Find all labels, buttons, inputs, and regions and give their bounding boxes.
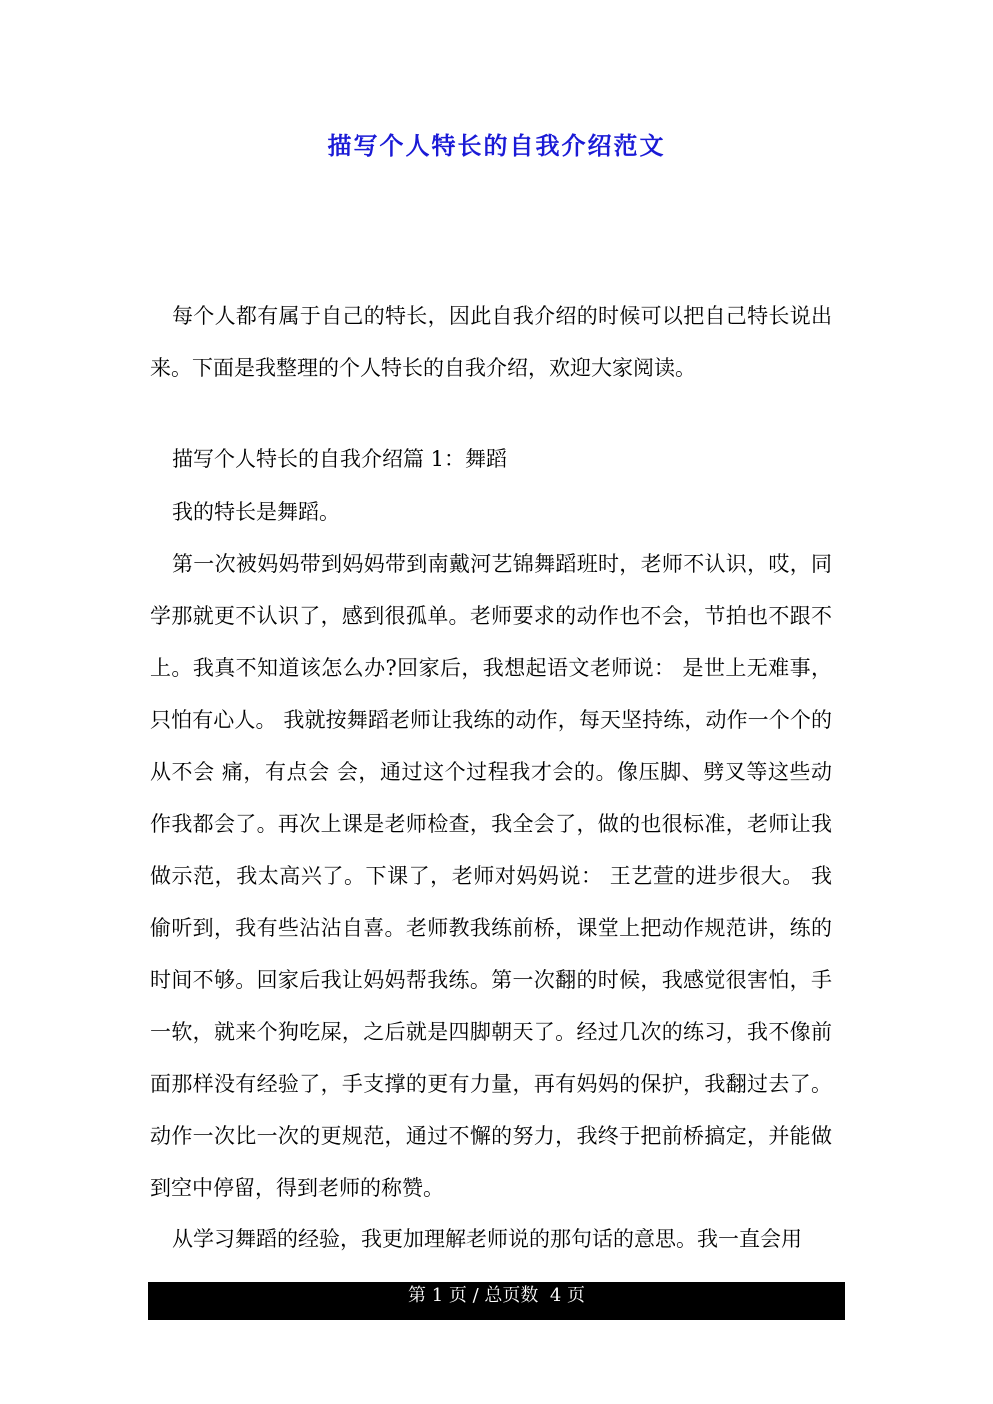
body-paragraph: 从学习舞蹈的经验，我更加理解老师说的那句话的意思。我一直会用 bbox=[172, 1227, 802, 1251]
body-paragraph: 第一次被妈妈带到妈妈带到南戴河艺锦舞蹈班时，老师不认识，哎，同学那就更不认识了，感到很孤单。老师要求的动作也不会，节拍也不跟不上。我真不知道该怎么办?回家后，我想起语文老师说： 是世上无难事，只怕有心人。 我就按舞蹈老师让我练的动作，每天坚持练，动作一个个的从不会 痛，有点会 会，通过这个过程我才会的。像压脚、劈叉等这些动作我都会了。再次上课是老师检查，我全会了，做的也很标准，老师让我做示范，我太高兴了。下课了，老师对妈妈说： 王艺萱的进步很大。 我偷听到，我有些沾沾自喜。老师教我练前桥，课堂上把动作规范讲，练的时间不够。回家后我让妈妈帮我练。第一次翻的时候，我感觉很害怕，手一软，就来个狗吃屎，之后就是四脚朝天了。经过几次的练习，我不像前面那样没有经验了，手支撑的更有力量，再有妈妈的保护，我翻过去了。动作一次比一次的更规范，通过不懈的努力，我终于把前桥搞定，并能做到空中停留，得到老师的称赞。 bbox=[150, 552, 832, 1200]
page-number: 第 1 页 / 总页数 4 页 bbox=[407, 1285, 586, 1306]
page-title: 描写个人特长的自我介绍范文 bbox=[327, 132, 666, 160]
body-paragraph: 我的特长是舞蹈。 bbox=[172, 500, 340, 524]
intro-paragraph: 每个人都有属于自己的特长，因此自我介绍的时候可以把自己特长说出来。下面是我整理的个人特长的自我介绍，欢迎大家阅读。 bbox=[150, 304, 832, 380]
page-footer bbox=[148, 1282, 845, 1320]
section-heading: 描写个人特长的自我介绍篇 1：舞蹈 bbox=[172, 447, 508, 471]
